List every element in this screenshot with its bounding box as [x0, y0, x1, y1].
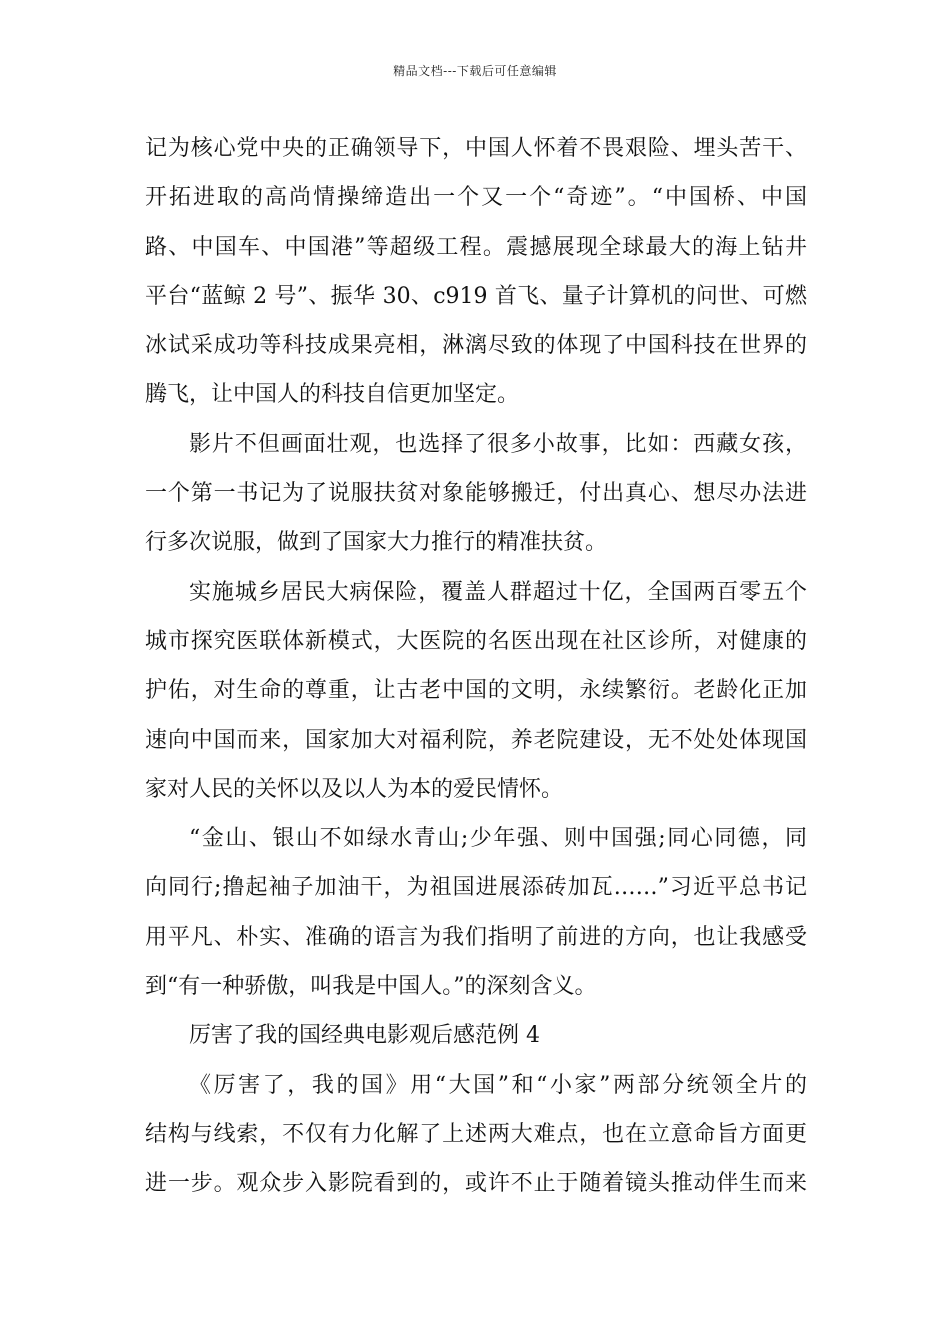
text-line: 结构与线索，不仅有力化解了上述两大难点，也在立意命旨方面更 [145, 1121, 807, 1147]
page-header: 精品文档---下载后可任意编辑 [393, 64, 557, 78]
text-line: 一个第一书记为了说服扶贫对象能够搬迁，付出真心、想尽办法进 [145, 481, 807, 507]
paragraph-first-line: “金山、银山不如绿水青山;少年强、则中国强;同心同德，同 [189, 826, 807, 852]
text-line: 城市探究医联体新模式，大医院的名医出现在社区诊所，对健康的 [145, 628, 807, 654]
text-line: 记为核心党中央的正确领导下，中国人怀着不畏艰险、埋头苦干、 [145, 136, 807, 161]
text-line: 到“有一种骄傲，叫我是中国人。”的深刻含义。 [145, 974, 597, 1000]
paragraph-first-line: 影片不但画面壮观，也选择了很多小故事，比如：西藏女孩， [189, 431, 807, 457]
text-line: 平台“蓝鲸 2 号”、振华 30、c919 首飞、量子计算机的问世、可燃 [145, 283, 807, 309]
text-line: 行多次说服，做到了国家大力推行的精准扶贫。 [145, 530, 608, 556]
text-line: 用平凡、朴实、准确的语言为我们指明了前进的方向，也让我感受 [145, 924, 807, 950]
paragraph-first-line: 《厉害了，我的国》用“大国”和“小家”两部分统领全片的 [189, 1072, 807, 1098]
text-line: 开拓进取的高尚情操缔造出一个又一个“奇迹”。“中国桥、中国 [145, 185, 807, 211]
text-line: 速向中国而来，国家加大对福利院，养老院建设，无不处处体现国 [145, 727, 807, 753]
document-body [145, 124, 807, 1209]
section-heading: 厉害了我的国经典电影观后感范例 4 [189, 1023, 540, 1049]
text-line: 家对人民的关怀以及以人为本的爱民情怀。 [145, 776, 564, 802]
paragraph-first-line: 实施城乡居民大病保险，覆盖人群超过十亿，全国两百零五个 [189, 579, 807, 605]
text-line: 腾飞，让中国人的科技自信更加坚定。 [145, 382, 520, 408]
text-line: 向同行;撸起袖子加油干，为祖国进展添砖加瓦……”习近平总书记 [145, 875, 807, 901]
text-line: 进一步。观众步入影院看到的，或许不止于随着镜头推动伴生而来 [145, 1171, 807, 1197]
text-line: 护佑，对生命的尊重，让古老中国的文明，永续繁衍。老龄化正加 [145, 678, 807, 704]
text-line: 路、中国车、中国港”等超级工程。震撼展现全球最大的海上钻井 [145, 234, 807, 260]
text-line: 冰试采成功等科技成果亮相，淋漓尽致的体现了中国科技在世界的 [145, 333, 807, 359]
